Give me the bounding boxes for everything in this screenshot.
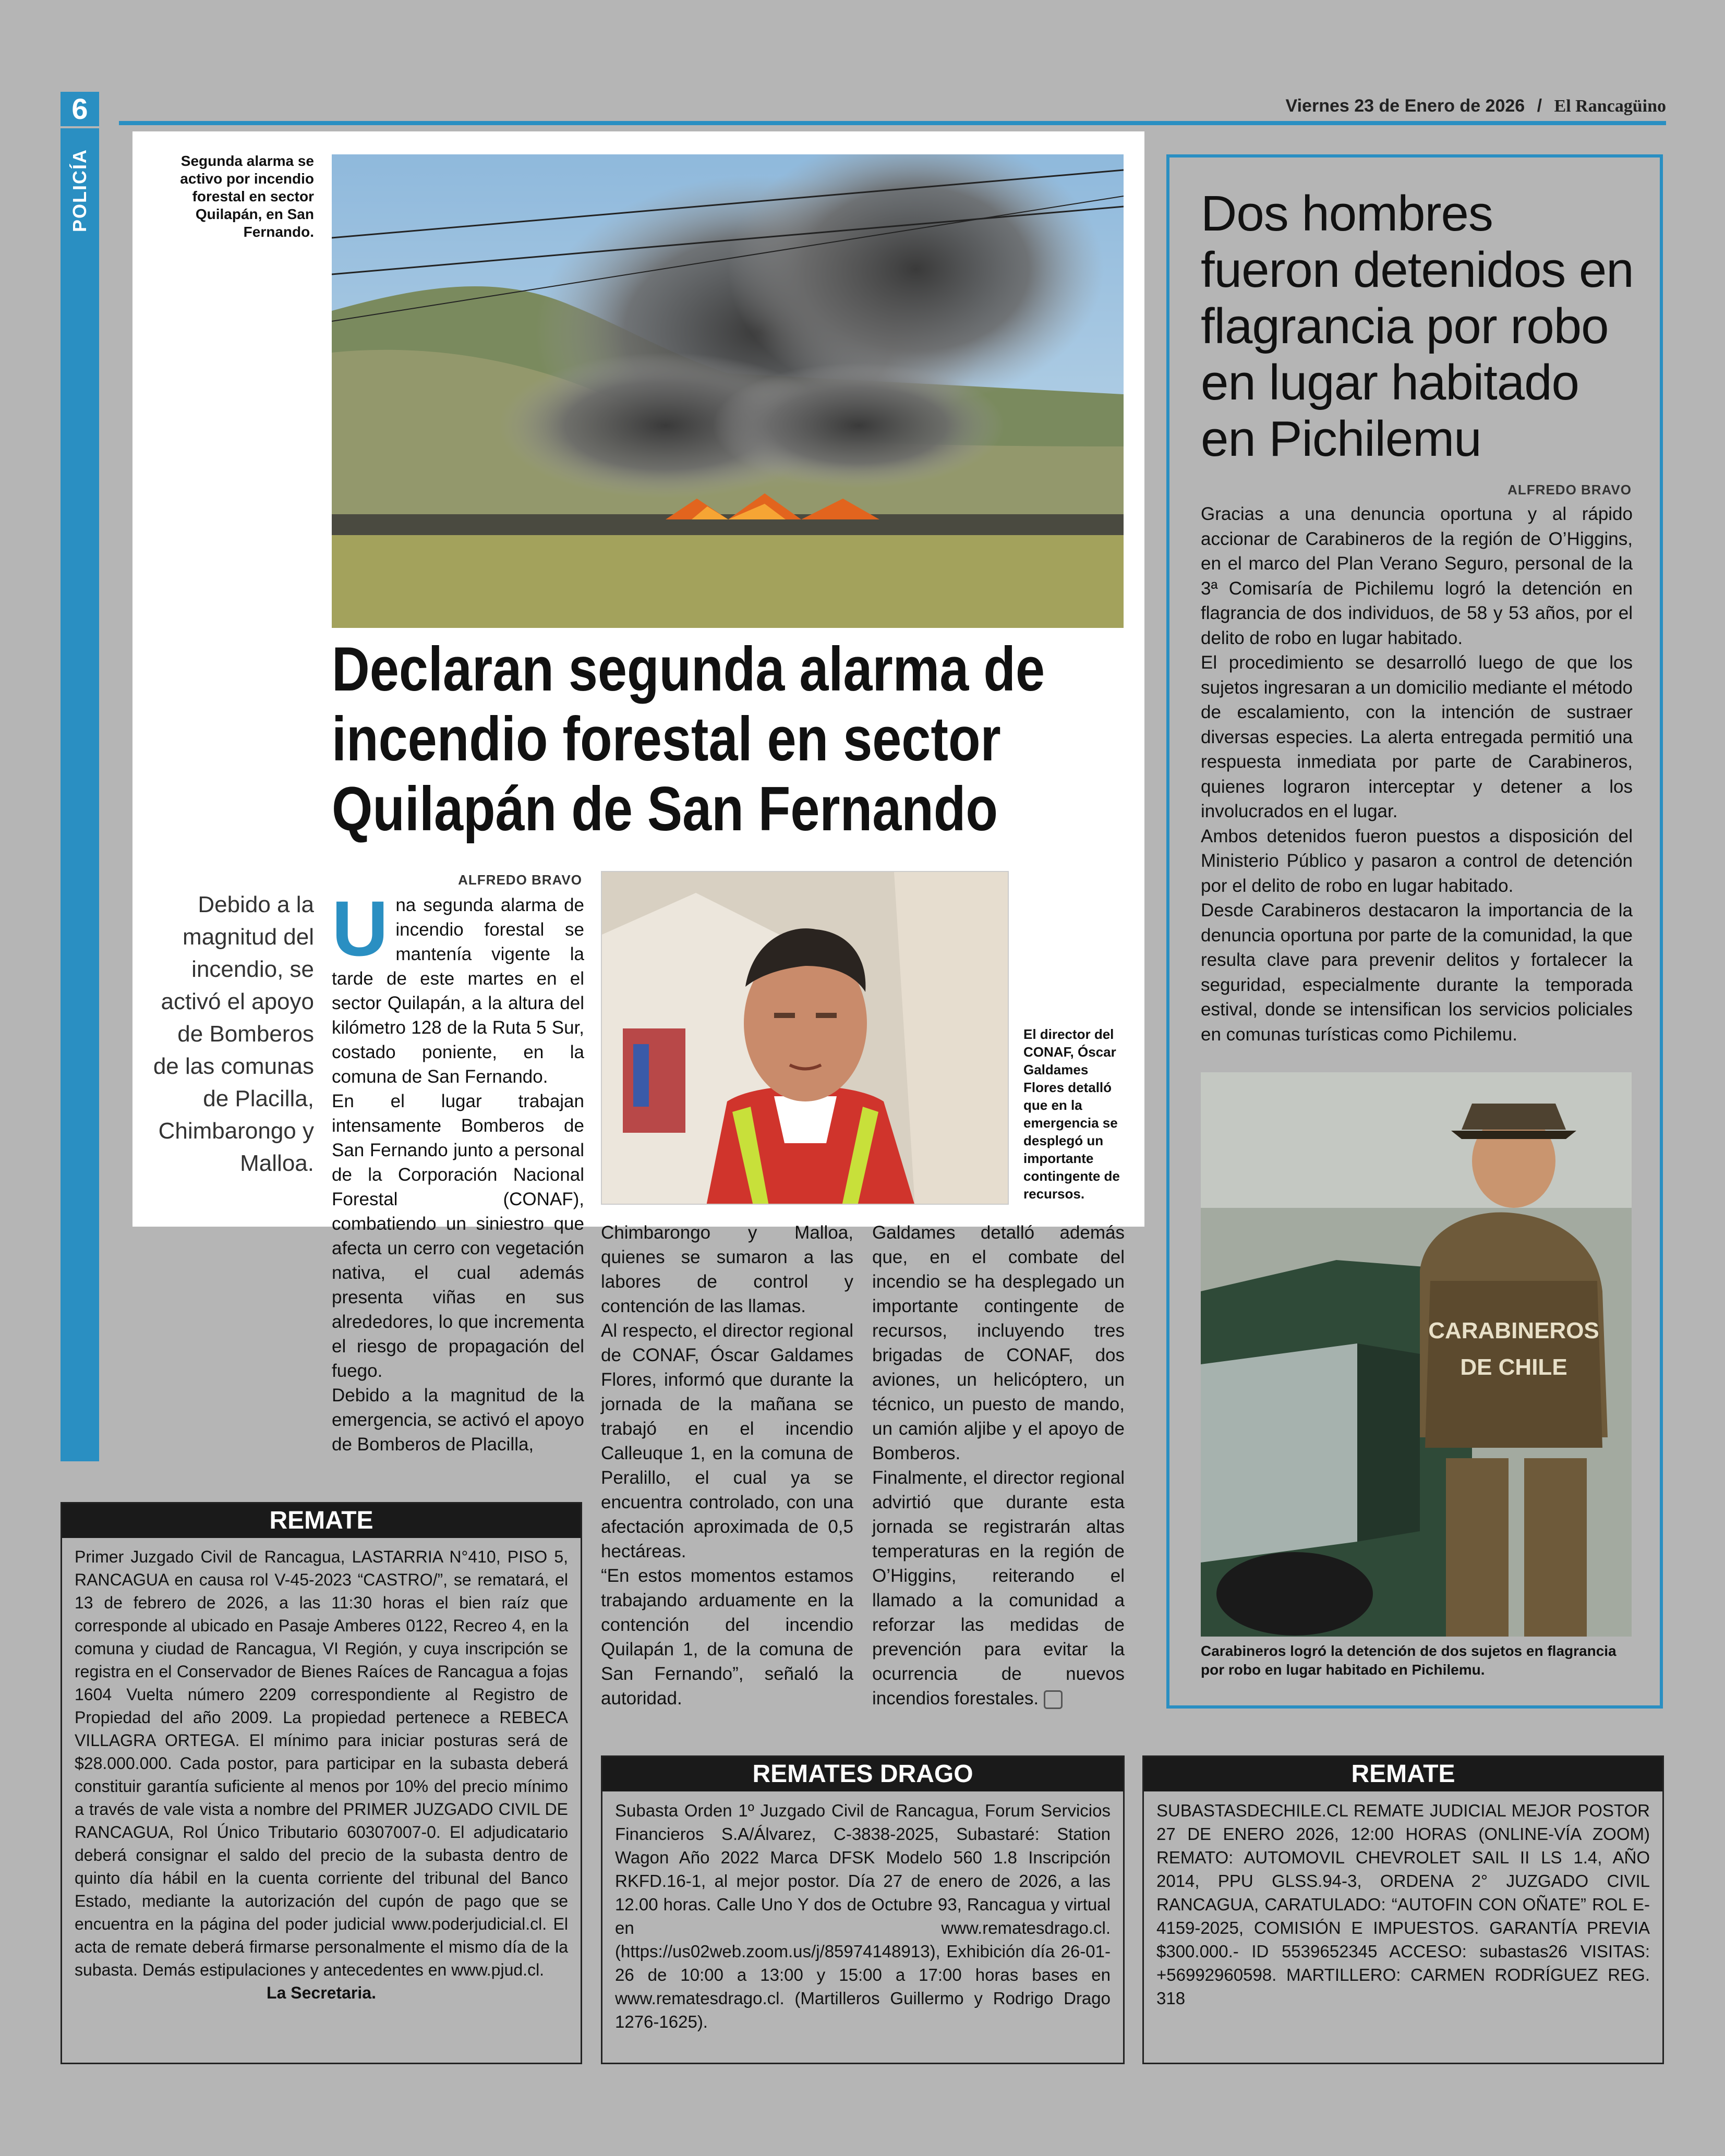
- date-separator: /: [1537, 96, 1542, 116]
- vest-text-carabineros: CARABINEROS: [1428, 1318, 1599, 1343]
- main-col2-paragraph-3: “En estos momentos estamos trabajando arduamente en la contención del incendio Quilapán 1, de la comuna de San Fernando”, señaló la autoridad.: [601, 1566, 853, 1709]
- main-headline: [332, 634, 1125, 844]
- ad-remate-1-body: [62, 1538, 581, 2004]
- side-byline: ALFREDO BRAVO: [1507, 482, 1632, 498]
- drop-cap: U: [332, 885, 389, 972]
- main-col3-paragraph-2: [872, 1465, 1125, 1711]
- side-paragraph-3: Ambos detenidos fueron puestos a disposición del Ministerio Público y pasaron a control de detención por el delito de robo en lugar habitado.: [1201, 826, 1633, 896]
- ad-remate-juzgado: [61, 1502, 582, 2064]
- main-byline: ALFREDO BRAVO: [458, 872, 582, 888]
- ad-drago-body: Subasta Orden 1º Juzgado Civil de Rancagua, Forum Servicios Financieros S.A/Álvarez, C-3838-2025, Subastaré: Station Wagon Año 2022 Marca DFSK Modelo 560 1.8 Inscripción RKFD.16-1, al mejor postor. Día 27 de enero de 2026, a las 12.00 horas. Calle Uno Y dos de Octubre 93, Rancagua y virtual en www.rematesdrago.cl. (https://us02web.zoom.us/j/85974148913), Exhibición día 26-01-26 de 10:00 a 13:00 y 15:00 a 17:00 horas bases en www.rematesdrago.cl. (Martilleros Guillermo y Rodrigo Drago 1276-1625).: [615, 1801, 1111, 2031]
- page-number: 6: [61, 92, 99, 126]
- portrait-caption: El director del CONAF, Óscar Galdames Flores detalló que en la emergencia se desplegó un importante contingente de recursos.: [1023, 1026, 1120, 1202]
- main-col2-paragraph-1: Chimbarongo y Malloa, quienes se sumaron a las labores de control y contención de las llamas.: [601, 1222, 853, 1316]
- main-headline-line-3: Quilapán de San Fernando: [332, 774, 998, 844]
- side-headline-line-4: en lugar habitado: [1201, 355, 1579, 410]
- issue-date: Viernes 23 de Enero de 2026: [1285, 96, 1525, 116]
- header-dateline: [1286, 96, 1666, 116]
- pull-quote: Debido a la magnitud del incendio, se activó el apoyo de Bomberos de las comunas de Placilla, Chimbarongo y Malloa.: [153, 892, 314, 1176]
- side-headline-line-3: flagrancia por robo: [1201, 298, 1609, 354]
- main-column-1: [332, 885, 584, 1457]
- main-col1-paragraph-2: En el lugar trabajan intensamente Bomberos de San Fernando junto a personal de la Corporación Nacional Forestal (CONAF), combatiendo un siniestro que afecta un cerro con vegetación nativa, el cual además presenta viñas en sus alrededores, lo que incrementa el riesgo de propagación del fuego.: [332, 1091, 584, 1381]
- fire-photo-caption: Segunda alarma se activo por incendio forestal en sector Quilapán, en San Fernando.: [180, 153, 314, 240]
- side-paragraph-4: Desde Carabineros destacaron la importancia de la denuncia oportuna por parte de la comunidad, la que resulta clave para prevenir delitos y fortalecer la seguridad, especialmente durante la temporada estival, donde se intensifican los servicios policiales en comunas turísticas como Pichilemu.: [1201, 900, 1633, 1045]
- main-col1-paragraph-3: Debido a la magnitud de la emergencia, se activó el apoyo de Bomberos de Placilla,: [332, 1385, 584, 1455]
- main-column-3: [872, 1220, 1125, 1711]
- main-headline-line-1: Declaran segunda alarma de: [332, 634, 1045, 704]
- carabineros-photo: [1201, 1072, 1632, 1637]
- ad-remate-2-title: REMATE: [1144, 1757, 1662, 1791]
- ad-remate-1-signature: La Secretaria.: [267, 1983, 376, 2002]
- side-paragraph-2: El procedimiento se desarrolló luego de que los sujetos ingresaran a un domicilio mediante el método de escalamiento, con la intención de sustraer diversas especies. La alerta entregada permitió una respuesta inmediata por parte de Carabineros, quienes lograron interceptar y detener a los involucrados en el lugar.: [1201, 652, 1633, 821]
- side-headline-line-5: en Pichilemu: [1201, 411, 1481, 467]
- ad-remate-subastas: [1142, 1755, 1664, 2064]
- ad-remate-1-text: Primer Juzgado Civil de Rancagua, LASTARRIA N°410, PISO 5, RANCAGUA en causa rol V-45-2023 “CASTRO/”, se rematará, el 13 de febrero de 2026, a las 11:30 horas el bien raíz que corresponde al ubicado en Pasaje Amberes 0122, Recreo 4, en la comuna y ciudad de Rancagua, VI Región, y cuya inscripción se registra en el Conservador de Bienes Raíces de Rancagua a fojas 1604 Vuelta número 2209 correspondiente al Registro de Propiedad del año 2009. La propiedad pertenece a REBECA VILLAGRA ORTEGA. El mínimo para iniciar posturas será de $28.000.000. Cada postor, para participar en la subasta deberá constituir garantía suficiente al menos por 10% del precio mínimo a través de vale vista a nombre del PRIMER JUZGADO CIVIL DE RANCAGUA, Rol Único Tributario 60307007-0. El adjudicatario deberá consignar el saldo del precio de la subasta dentro de quinto día hábil en la cuenta corriente del tribunal del Banco Estado, mediante la autorización del cupón de pago que se encuentra en la página del poder judicial www.poderjudicial.cl. El acta de remate deberá firmarse personalmente el mismo día de la subasta. Demás estipulaciones y antecedentes en www.pjud.cl.: [75, 1547, 568, 1979]
- section-bar: [61, 128, 99, 1461]
- vest-text-de-chile: DE CHILE: [1460, 1354, 1567, 1380]
- main-col2-paragraph-2: Al respecto, el director regional de CONAF, Óscar Galdames Flores, informó que durante la jornada de la mañana se trabajó en el incendio Calleuque 1, en la comuna de Peralillo, el cual ya se encuentra controlado, con una afectación aproximada de 0,5 hectáreas.: [601, 1321, 853, 1561]
- main-lead-text: na segunda alarma de incendio forestal se mantenía vigente la tarde de este martes en el sector Quilapán, a la altura del kilómetro 128 de la Ruta 5 Sur, costado poniente, en la comuna de San Fernando.: [332, 895, 584, 1087]
- section-label: POLICÍA: [69, 149, 90, 233]
- main-column-2: [601, 1220, 853, 1711]
- header-rule: [119, 121, 1666, 125]
- side-headline-line-2: fueron detenidos en: [1201, 242, 1634, 298]
- side-headline: [1201, 186, 1649, 467]
- ad-remates-drago: [601, 1755, 1125, 2064]
- main-col1-first-paragraph: [332, 885, 584, 1089]
- ad-drago-title: REMATES DRAGO: [602, 1757, 1123, 1791]
- ad-remate-1-title: REMATE: [62, 1504, 581, 1538]
- side-paragraph-1: Gracias a una denuncia oportuna y al rápido accionar de Carabineros de la región de O’Higgins, en el marco del Plan Verano Seguro, personal de la 3ª Comisaría de Pichilemu logró la detención en flagrancia de dos individuos, de 58 y 53 años, por el delito de robo en lugar habitado.: [1201, 504, 1633, 648]
- ad-remate-2-body: SUBASTASDECHILE.CL REMATE JUDICIAL MEJOR POSTOR 27 DE ENERO 2026, 12:00 HORAS (ONLINE-VÍA ZOOM) REMATO: AUTOMOVIL CHEVROLET SAIL II LS 1.4, AÑO 2014, PPU GLSS.94-3, ORDENA 2° JUZGADO CIVIL RANCAGUA, CARATULADO: “AUTOFIN CON OÑATE” ROL E-4159-2025, COMISIÓN E IMPUESTOS. GARANTÍA PREVIA $300.000.- ID 5539652345 ACCESO: subastas26 VISITAS: +56992960598. MARTILLERO: CARMEN RODRÍGUEZ REG. 318: [1156, 1801, 1650, 2008]
- main-headline-line-2: incendio forestal en sector: [332, 704, 1001, 774]
- side-body: [1201, 502, 1633, 1047]
- carabineros-photo-caption: Carabineros logró la detención de dos sujetos en flagrancia por robo en lugar habitado en Pichilemu.: [1201, 1643, 1617, 1678]
- main-col3-paragraph-2-text: Finalmente, el director regional advirtió que durante esta jornada se registrarán altas temperaturas en la región de O’Higgins, reiterando el llamado a la comunidad a reforzar las medidas de prevención para evitar la ocurrencia de nuevos incendios forestales.: [872, 1468, 1125, 1709]
- main-col3-paragraph-1: Galdames detalló además que, en el combate del incendio se ha desplegado un importante contingente de recursos, incluyendo tres brigadas de CONAF, dos aviones, un helicóptero, un técnico, un puesto de mando, un camión aljibe y el apoyo de Bomberos.: [872, 1222, 1125, 1463]
- end-mark-icon: [1044, 1690, 1063, 1709]
- side-headline-line-1: Dos hombres: [1201, 186, 1493, 241]
- publication-name: El Rancagüino: [1554, 96, 1666, 116]
- fire-photo: [332, 154, 1124, 628]
- conaf-director-photo: [601, 871, 1009, 1205]
